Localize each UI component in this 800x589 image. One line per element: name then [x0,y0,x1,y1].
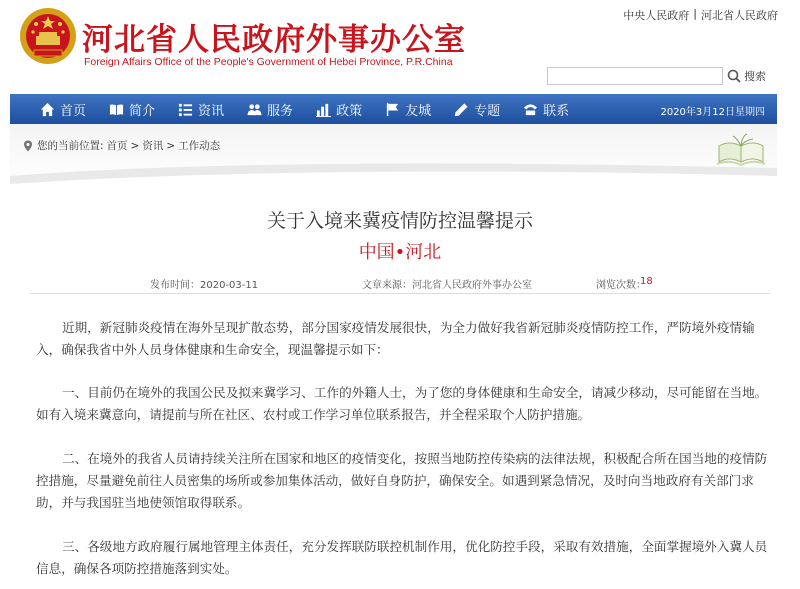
article-source: 文章来源：河北省人民政府外事办公室 [362,280,532,291]
pencil-icon [454,102,469,117]
views-label: 浏览次数： [596,280,646,291]
nav-contact[interactable] [523,94,569,124]
publish-time: 发布时间：2020-03-11 [150,280,259,291]
nav-label: 服务 [267,103,294,119]
nav-label: 友城 [405,103,432,119]
nav-sister-cities[interactable] [385,94,431,124]
breadcrumb-home[interactable]: 首页 [106,140,128,152]
top-links [623,7,778,23]
search-button[interactable] [727,66,777,86]
site-title: 河北省人民政府外事办公室 [82,22,466,58]
breadcrumb-band [10,124,777,190]
nav-home[interactable] [40,94,86,124]
site-title-english: Foreign Affairs Office of the People's Government of Hebei Province, P.R.China [84,56,453,68]
home-icon [40,102,55,117]
search-input[interactable] [547,67,723,85]
nav-label: 专题 [474,103,501,119]
nav-news[interactable] [178,94,224,124]
nav-label: 政策 [336,103,363,119]
breadcrumb-work-updates[interactable]: 工作动态 [178,140,221,152]
nav-label: 首页 [60,103,87,119]
article-paragraph: 二、在境外的我省人员请持续关注所在国家和地区的疫情变化，按照当地防控传染病的法律法规，积极配合所在国当地的疫情防控措施，尽量避免前往人员密集的场所或参加集体活动，做好自身防护，确保安全。如遇到紧急情况，及时向当地政府有关部门求助，并与我国驻当地使领馆取得联系。 [36,451,768,510]
nav-label: 联系 [543,103,570,119]
users-icon [247,102,262,117]
list-icon [178,102,193,117]
nav-topics[interactable] [454,94,500,124]
article-subtitle: 中国•河北 [358,242,442,263]
breadcrumb [22,138,220,153]
breadcrumb-separator: > [166,139,176,152]
nav-intro[interactable] [109,94,155,124]
meta-divider [30,293,770,294]
current-date: 2020年3月12日星期四 [660,107,765,118]
article-paragraph: 近期，新冠肺炎疫情在海外呈现扩散态势，部分国家疫情发展很快，为全力做好我省新冠肺炎疫情防控工作，严防境外疫情输入，确保我省中外人员身体健康和生命安全，现温馨提示如下： [36,320,755,357]
location-pin-icon [22,140,34,152]
search-icon [727,69,741,83]
article-title: 关于入境来冀疫情防控温馨提示 [266,210,533,232]
search-label: 搜索 [744,70,766,83]
decorative-swoosh [10,154,777,190]
link-central-government[interactable]: 中央人民政府 [623,9,690,22]
nav-service[interactable] [247,94,293,124]
link-separator: | [693,7,697,20]
bar-chart-icon [316,102,331,117]
link-hebei-government[interactable]: 河北省人民政府 [701,9,778,22]
breadcrumb-news[interactable]: 资讯 [142,140,164,152]
national-emblem-icon [18,6,78,66]
main-nav [10,94,777,124]
flag-icon [385,102,400,117]
breadcrumb-separator: > [130,139,140,152]
views-count: 18 [640,276,653,287]
site-header [0,0,800,92]
article-paragraph: 三、各级地方政府履行属地管理主体责任，充分发挥联防联控机制作用，优化防控手段，采取有效措施，全面掌握境外入冀人员信息，确保各项防控措施落到实处。 [36,539,768,576]
open-book-icon [715,132,767,172]
nav-policy[interactable] [316,94,362,124]
nav-label: 简介 [129,103,156,119]
article-paragraph: 一、目前仍在境外的我国公民及拟来冀学习、工作的外籍人士，为了您的身体健康和生命安全，请减少移动，尽可能留在当地。如有入境来冀意向，请提前与所在社区、农村或工作学习单位联系报告，并全程采取个人防护措施。 [36,385,768,422]
phone-icon [523,102,538,117]
book-icon [109,102,124,117]
breadcrumb-prefix: 您的当前位置: [37,140,104,152]
nav-label: 资讯 [198,103,225,119]
